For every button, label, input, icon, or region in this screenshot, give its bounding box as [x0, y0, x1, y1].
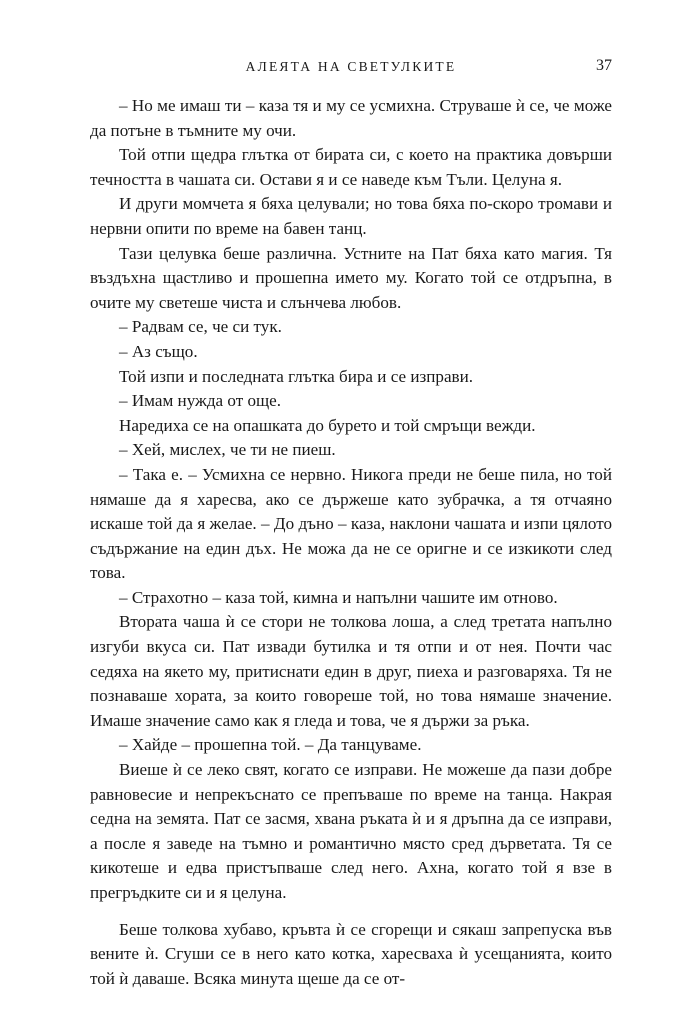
paragraph: Беше толкова хубаво, кръвта ѝ се сгорещи и сякаш запрепуска във вените ѝ. Сгуши се в него като котка, харесваха ѝ усещанията, които той ѝ даваше. Всяка минута щеше да се от- [90, 919, 612, 988]
paragraph: – Но ме имаш ти – каза тя и му се усмихна. Струваше ѝ се, че може да потъне в тъмните му очи. [90, 96, 612, 140]
paragraph: И други момчета я бяха целували; но това бяха по-скоро тромави и нервни опити по време на бавен танц. [90, 194, 612, 238]
paragraph: Виеше ѝ се леко свят, когато се изправи. Не можеше да пази добре равновесие и непрекъснато се препъваше по време на танца. Накрая седна на земята. Пат се засмя, хвана ръката ѝ и я дръпна да се изправи, а после я заведе на тъмно и романтично място сред дърветата. Тя се кикотеше и едва пристъпваше след него. Ахна, когато той я взе в прегръдките си и я целуна. [90, 760, 612, 902]
paragraph: – Хей, мислех, че ти не пиеш. [119, 440, 336, 460]
paragraph: Той изпи и последната глътка бира и се изправи. [119, 366, 474, 386]
paragraph: – Хайде – прошепна той. – Да танцуваме. [119, 735, 422, 755]
paragraph: Наредиха се на опашката до бурето и той смръщи вежди. [119, 415, 536, 435]
paragraph: Той отпи щедра глътка от бирата си, с което на практика довърши течността в чашата си. Остави я и се наведе към Тъли. Целуна я. [90, 145, 612, 189]
paragraph: – Аз също. [119, 341, 198, 361]
paragraph: – Имам нужда от още. [119, 391, 282, 411]
running-head [90, 57, 612, 79]
paragraph: – Радвам се, че си тук. [119, 317, 282, 337]
page-number: 37 [596, 57, 612, 74]
paragraph: Втората чаша ѝ се стори не толкова лоша, а след третата напълно изгуби вкуса си. Пат извади бутилка и тя отпи и от нея. Почти час седяха на якето му, притиснати един в друг, пиеха и разговаряха. Тя не познаваше хората, за които говореше той, но това нямаше значение. Имаше значение само как я гледа и това, че я държи за ръка. [90, 612, 612, 730]
paragraph: – Така е. – Усмихна се нервно. Никога преди не беше пила, но той нямаше да я харесва, ако се държеше като зубрачка, а тя отчаяно искаше той да я желае. – До дъно – каза, наклони чашата и изпи цялото съдържание на един дъх. Не можа да не се оригне и се изкикоти след това. [90, 464, 612, 583]
paragraph: Тази целувка беше различна. Устните на Пат бяха като магия. Тя въздъхна щастливо и прошепна името му. Когато той се отдръпна, в очите му светеше чиста и слънчева любов. [90, 243, 612, 312]
paragraph: – Страхотно – каза той, кимна и напълни чашите им отново. [119, 587, 558, 607]
body-text [90, 94, 612, 991]
running-title: АЛЕЯТА НА СВЕТУЛКИТЕ [245, 59, 457, 74]
